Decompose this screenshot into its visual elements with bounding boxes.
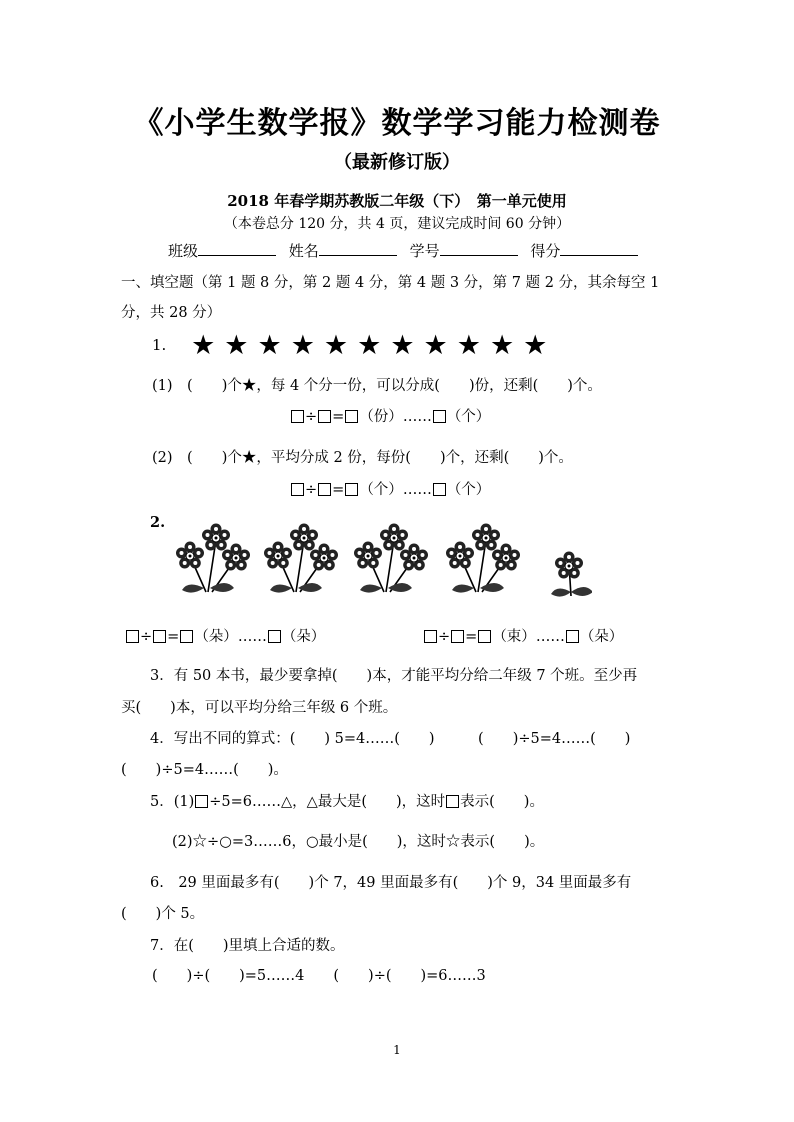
equals-sign: =: [167, 629, 180, 645]
student-info-row: [168, 240, 646, 261]
id-label: 学号: [409, 242, 440, 260]
q5-part1-end: 表示( )。: [460, 794, 544, 810]
divide-sign: ÷: [140, 629, 153, 645]
divide-sign: ÷: [438, 629, 451, 645]
answer-box[interactable]: [566, 630, 579, 643]
q1-part1-equation: [290, 405, 490, 426]
answer-box[interactable]: [291, 483, 304, 496]
answer-box[interactable]: [424, 630, 437, 643]
star-icons: ★★★★★★★★★★★: [191, 330, 557, 361]
divide-sign: ÷: [305, 482, 318, 498]
remainder-dots: ……: [402, 409, 432, 425]
q1-part1-text: (1) ( )个★，每 4 个分一份，可以分成( )份，还剩( )个。: [152, 378, 602, 394]
score-blank[interactable]: [560, 241, 638, 256]
flower-bunch-3: [354, 524, 428, 593]
unit-label: （个）: [446, 482, 491, 498]
answer-box[interactable]: [433, 410, 446, 423]
answer-box[interactable]: [195, 795, 208, 808]
answer-box[interactable]: [451, 630, 464, 643]
answer-box[interactable]: [153, 630, 166, 643]
remainder-dots: ……: [535, 629, 565, 645]
unit-label: （朵）: [281, 629, 326, 645]
class-label: 班级: [168, 242, 199, 260]
q1-number: 1.: [152, 336, 167, 354]
q2-equation-1: [125, 625, 325, 646]
document-title: 《小学生数学报》数学学习能力检测卷: [133, 106, 661, 141]
equals-sign: =: [332, 482, 345, 498]
q1-part2-text: (2) ( )个★，平均分成 2 份，每份( )个，还剩( )个。: [152, 450, 573, 466]
answer-box[interactable]: [446, 795, 459, 808]
answer-box[interactable]: [126, 630, 139, 643]
unit-label: （朵）: [579, 629, 624, 645]
q4-line2: ( )÷5=4……( )。: [121, 762, 288, 778]
q1-stars-row: [152, 330, 556, 361]
q7-line1: 7．在( )里填上合适的数。: [150, 938, 345, 954]
score-label: 得分: [530, 242, 561, 260]
divide-sign: ÷: [305, 409, 318, 425]
q3-line1: 3．有 50 本书，最少要拿掉( )本，才能平均分给二年级 7 个班。至少再: [150, 668, 638, 684]
flower-illustration: [172, 512, 592, 608]
answer-box[interactable]: [318, 410, 331, 423]
section1-heading-line2: 分，共 28 分）: [121, 305, 222, 321]
answer-box[interactable]: [345, 483, 358, 496]
semester-line: 2018 年春学期苏教版二年级（下） 第一单元使用: [227, 192, 567, 210]
q7-line2: ( )÷( )=5……4 ( )÷( )=6……3: [152, 968, 486, 984]
answer-box[interactable]: [433, 483, 446, 496]
flower-bunch-4: [446, 524, 520, 593]
q5-part1-prefix: 5．(1): [150, 794, 195, 810]
equals-sign: =: [465, 629, 478, 645]
q5-part1: [150, 790, 544, 811]
page-number: 1: [393, 1043, 401, 1057]
answer-box[interactable]: [268, 630, 281, 643]
flower-bunch-1: [176, 524, 250, 593]
q2-equation-2: [423, 625, 623, 646]
q3-line2: 买( )本，可以平均分给三年级 6 个班。: [121, 700, 398, 716]
name-label: 姓名: [288, 242, 319, 260]
unit-label: （束）: [492, 629, 536, 645]
id-blank[interactable]: [440, 241, 518, 256]
q5-part2: (2)☆÷○=3……6，○最小是( )，这时☆表示( )。: [172, 834, 545, 850]
unit-label: （朵）: [194, 629, 238, 645]
flower-single: [551, 552, 592, 597]
answer-box[interactable]: [345, 410, 358, 423]
unit-label: （个）: [359, 482, 403, 498]
document-subtitle: （最新修订版）: [334, 152, 460, 173]
q6-line2: ( )个 5。: [121, 906, 205, 922]
q1-part2-equation: [290, 478, 490, 499]
q5-part1-middle: ÷5=6……△，△最大是( )，这时: [209, 794, 446, 810]
exam-note: （本卷总分 120 分，共 4 页，建议完成时间 60 分钟）: [223, 216, 571, 232]
unit-label: （个）: [446, 409, 491, 425]
answer-box[interactable]: [291, 410, 304, 423]
answer-box[interactable]: [180, 630, 193, 643]
answer-box[interactable]: [478, 630, 491, 643]
remainder-dots: ……: [237, 629, 267, 645]
q2-number: 2.: [150, 514, 166, 531]
flower-bunch-2: [264, 524, 338, 593]
name-blank[interactable]: [319, 241, 397, 256]
q6-line1: 6. 29 里面最多有( )个 7，49 里面最多有( )个 9，34 里面最多有: [150, 875, 632, 891]
class-blank[interactable]: [198, 241, 276, 256]
remainder-dots: ……: [402, 482, 432, 498]
q4-line1: 4．写出不同的算式：( ) 5=4……( ) ( )÷5=4……( ): [150, 731, 631, 747]
equals-sign: =: [332, 409, 345, 425]
section1-heading-line1: 一、填空题（第 1 题 8 分，第 2 题 4 分，第 4 题 3 分，第 7 题 2 分，其余每空 1: [121, 275, 660, 291]
unit-label: （份）: [359, 409, 403, 425]
answer-box[interactable]: [318, 483, 331, 496]
